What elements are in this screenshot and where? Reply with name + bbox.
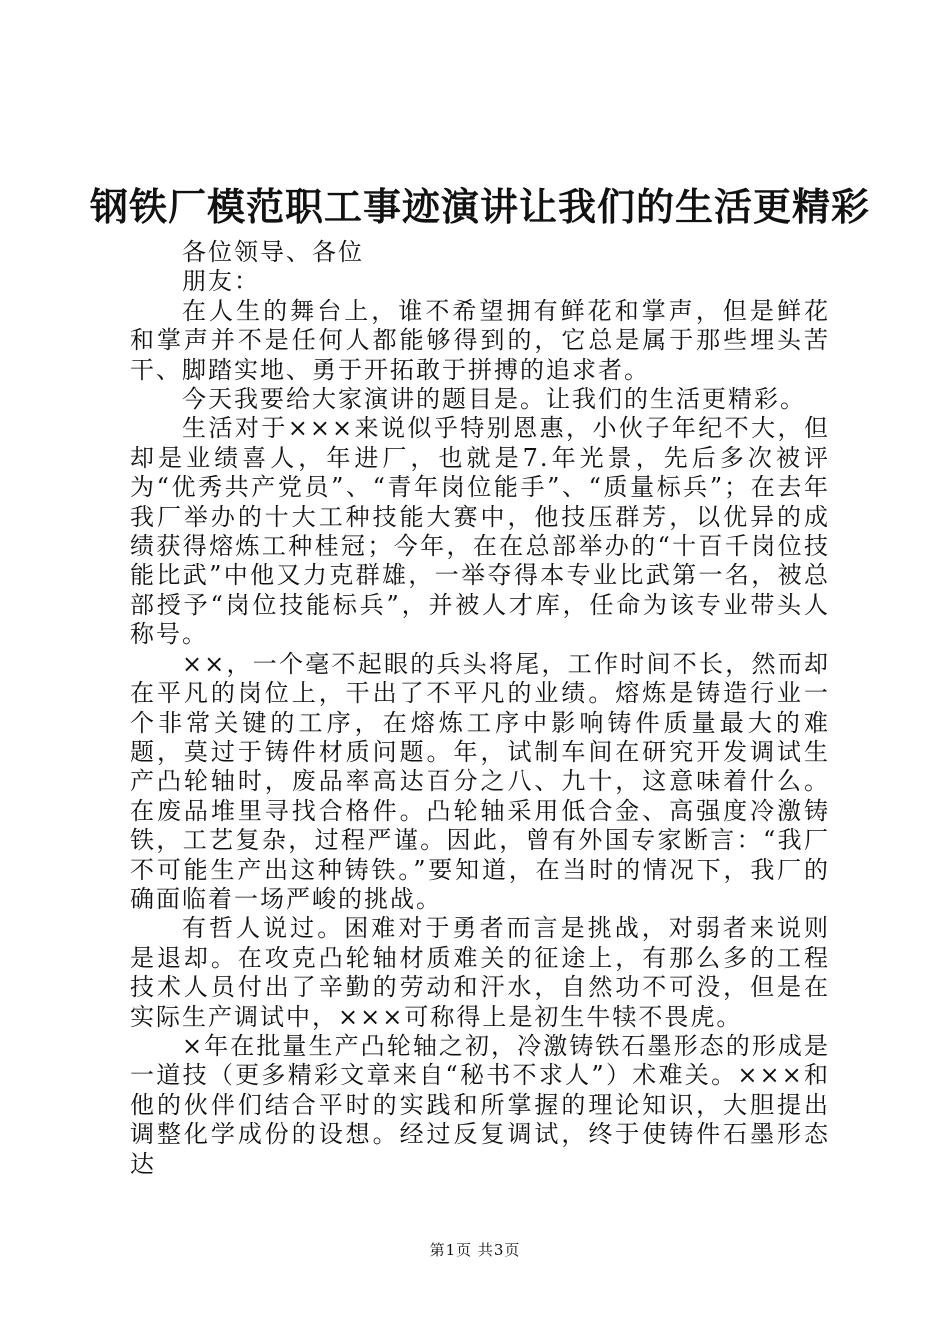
- document-title: 钢铁厂模范职工事迹演讲让我们的生活更精彩: [90, 185, 871, 229]
- paragraph: 生活对于×××来说似乎特别恩惠，小伙子年纪不大，但却是业绩喜人，年进厂，也就是7.年光景，先后多次被评为“优秀共产党员”、“青年岗位能手”、“质量标兵”；在去年我厂举办的十大工种技能大赛中，他技压群芳，以优异的成绩获得熔炼工种桂冠；今年，在在总部举办的“十百千岗位技能比武”中他又力克群雄，一举夺得本专业比武第一名，被总部授予“岗位技能标兵”，并被人才库，任命为该专业带头人称号。: [130, 414, 830, 649]
- greeting-line-1: 各位领导、各位: [182, 238, 364, 266]
- greeting-line-2: 朋友：: [182, 267, 260, 296]
- paragraph: 有哲人说过。困难对于勇者而言是挑战，对弱者来说则是退却。在攻克凸轮轴材质难关的征途上，有那么多的工程技术人员付出了辛勤的劳动和汗水，自然功不可没，但是在实际生产调试中，×××可称得上是初生牛犊不畏虎。: [130, 914, 830, 1031]
- paragraph: ××，一个毫不起眼的兵头将尾，工作时间不长，然而却在平凡的岗位上，干出了不平凡的业绩。熔炼是铸造行业一个非常关键的工序，在熔炼工序中影响铸件质量最大的难题，莫过于铸件材质问题。年，试制车间在研究开发调试生产凸轮轴时，废品率高达百分之八、九十，这意味着什么。在废品堆里寻找合格件。凸轮轴采用低合金、高强度冷激铸铁，工艺复杂，过程严谨。因此，曾有外国专家断言：“我厂不可能生产出这种铸铁。”要知道，在当时的情况下，我厂的确面临着一场严峻的挑战。: [130, 649, 830, 913]
- page-number-footer: 第1页 共3页: [429, 1241, 521, 1259]
- paragraph: 今天我要给大家演讲的题目是。让我们的生活更精彩。: [182, 385, 806, 414]
- paragraph: ×年在批量生产凸轮轴之初，冷激铸铁石墨形态的形成是一道技（更多精彩文章来自“秘书不求人”）术难关。×××和他的伙伴们结合平时的实践和所掌握的理论知识，大胆提出调整化学成份的设想。经过反复调试，终于使铸件石墨形态达: [130, 1031, 830, 1178]
- document-body: [130, 238, 830, 1179]
- paragraph: 在人生的舞台上，谁不希望拥有鲜花和掌声，但是鲜花和掌声并不是任何人都能够得到的，它总是属于那些埋头苦干、脚踏实地、勇于开拓敢于拼搏的追求者。: [130, 296, 830, 384]
